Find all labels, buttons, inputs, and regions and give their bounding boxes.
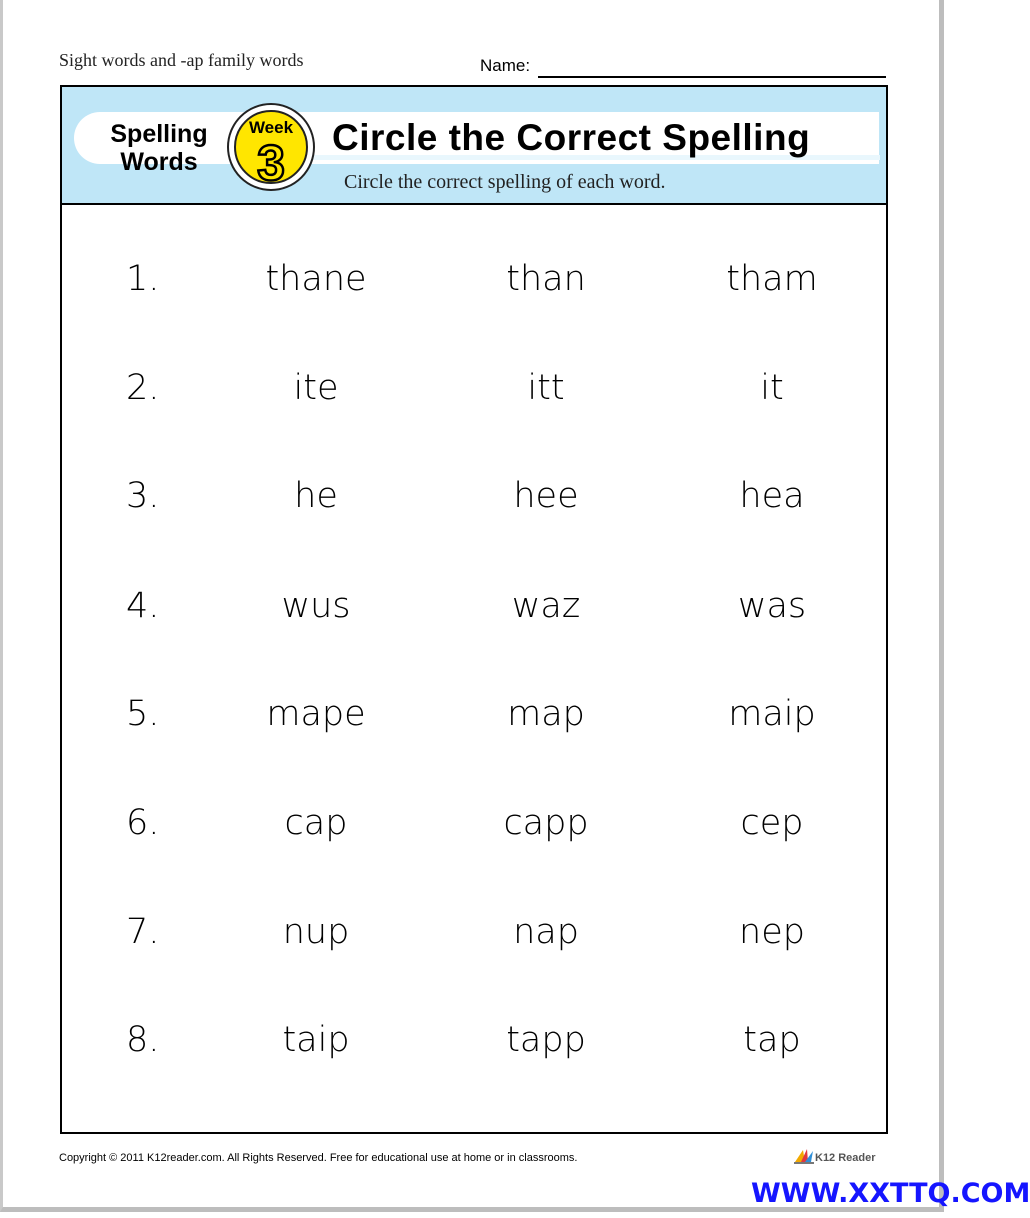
word-choice[interactable]: nap [513, 912, 579, 952]
word-choice[interactable]: hea [739, 476, 805, 516]
week-badge [226, 102, 316, 192]
word-choice[interactable]: capp [503, 803, 589, 843]
week-label: Week [248, 118, 294, 137]
instruction-text: Circle the correct spelling of each word. [344, 171, 666, 193]
watermark-text: WWW.XXTTQ.COM [751, 1178, 1030, 1209]
word-choice[interactable]: was [737, 586, 807, 626]
question-row [62, 1015, 886, 1065]
word-choice[interactable]: it [760, 368, 784, 408]
k12-reader-logo [793, 1146, 888, 1168]
word-choice[interactable]: waz [511, 586, 581, 626]
question-number: 4. [126, 586, 160, 626]
word-choice[interactable]: taip [282, 1020, 350, 1060]
word-choice[interactable]: tapp [506, 1020, 586, 1060]
name-field[interactable] [480, 54, 886, 78]
question-row [62, 689, 886, 739]
word-choice[interactable]: itt [527, 368, 565, 408]
question-row [62, 363, 886, 413]
question-row [62, 581, 886, 631]
word-choice[interactable]: tap [743, 1020, 801, 1060]
copyright-notice: Copyright © 2011 K12reader.com. All Rights Reserved. Free for educational use at home or in classrooms. [59, 1152, 578, 1164]
word-choice[interactable]: ite [293, 368, 339, 408]
worksheet-subtitle: Sight words and -ap family words [59, 50, 304, 70]
word-choice[interactable]: tham [726, 259, 818, 299]
question-number: 1. [126, 259, 160, 299]
book-fan-icon [793, 1146, 817, 1166]
word-choice[interactable]: wus [281, 586, 351, 626]
word-choice[interactable]: he [294, 476, 338, 516]
question-number: 3. [126, 476, 160, 516]
brand-name: K12 Reader [815, 1152, 876, 1164]
question-number: 6. [126, 803, 160, 843]
question-number: 7. [126, 912, 160, 952]
worksheet-header [62, 87, 886, 205]
name-label: Name: [480, 56, 531, 75]
name-blank-line[interactable] [538, 76, 886, 78]
question-row [62, 471, 886, 521]
word-choice[interactable]: nep [739, 912, 805, 952]
word-choice[interactable]: mape [266, 694, 366, 734]
page-title: Circle the Correct Spelling [332, 117, 811, 158]
word-choice[interactable]: than [506, 259, 586, 299]
word-choice[interactable]: thane [265, 259, 367, 299]
word-choice[interactable]: nup [282, 912, 350, 952]
week-number: 3 [257, 135, 285, 191]
question-row [62, 254, 886, 304]
word-choice[interactable]: hee [513, 476, 579, 516]
word-choice[interactable]: cap [284, 803, 348, 843]
word-choice[interactable]: cep [740, 803, 804, 843]
word-choice[interactable]: maip [728, 694, 816, 734]
question-number: 5. [126, 694, 160, 734]
question-row [62, 907, 886, 957]
worksheet-box [60, 85, 888, 1134]
question-number: 8. [126, 1020, 160, 1060]
spelling-words-label: Spelling Words [110, 120, 208, 176]
word-choice[interactable]: map [507, 694, 585, 734]
question-row [62, 798, 886, 848]
question-number: 2. [126, 368, 160, 408]
